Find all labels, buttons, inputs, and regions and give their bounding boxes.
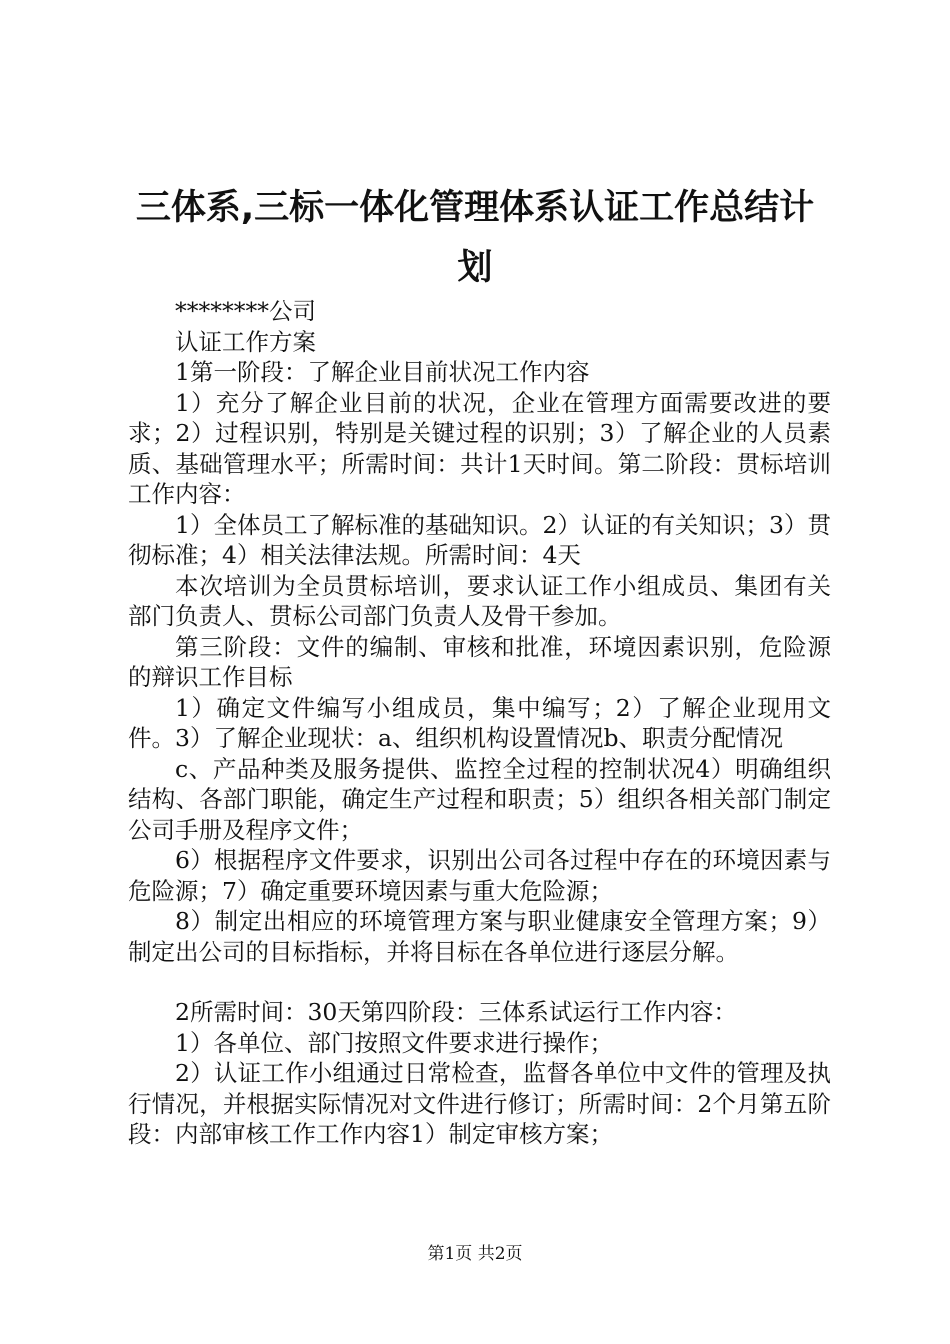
paragraph-stage-3-items-d: 8）制定出相应的环境管理方案与职业健康安全管理方案；9）制定出公司的目标指标，并将目标在各单位进行逐层分解。	[128, 907, 831, 966]
paragraph-stage-2-content: 1）全体员工了解标准的基础知识。2）认证的有关知识；3）贯彻标准；4）相关法律法规。所需时间：4天	[128, 510, 831, 569]
document-title: 三体系,三标一体化管理体系认证工作总结计划	[135, 188, 815, 288]
paragraph-stage-4-item-2: 2）认证工作小组通过日常检查，监督各单位中文件的管理及执行情况，并根据实际情况对文件进行修订；所需时间：2个月第五阶段：内部审核工作工作内容1）制定审核方案；	[128, 1059, 831, 1148]
paragraph-company: ********公司	[175, 297, 316, 325]
paragraph-stage-3: 第三阶段：文件的编制、审核和批准，环境因素识别，危险源的辩识工作目标	[128, 632, 831, 691]
paragraph-stage-1-content: 1）充分了解企业目前的状况，企业在管理方面需要改进的要求；2）过程识别，特别是关键过程的识别；3）了解企业的人员素质、基础管理水平；所需时间：共计1天时间。第二阶段：贯标培训工作内容：	[128, 388, 831, 508]
paragraph-stage-4-item-1: 1）各单位、部门按照文件要求进行操作；	[175, 1028, 613, 1057]
paragraph-stage-4: 2所需时间：30天第四阶段：三体系试运行工作内容：	[175, 998, 737, 1026]
paragraph-stage-1: 1第一阶段：了解企业目前状况工作内容	[175, 358, 590, 386]
paragraph-stage-3-items-b: c、产品种类及服务提供、监控全过程的控制状况4）明确组织结构、各部门职能，确定生产过程和职责；5）组织各相关部门制定公司手册及程序文件；	[128, 754, 831, 844]
paragraph-plan-title: 认证工作方案	[175, 327, 316, 356]
paragraph-training: 本次培训为全员贯标培训，要求认证工作小组成员、集团有关部门负责人、贯标公司部门负责人及骨干参加。	[128, 571, 831, 630]
paragraph-stage-3-items-c: 6）根据程序文件要求，识别出公司各过程中存在的环境因素与危险源；7）确定重要环境因素与重大危险源；	[128, 846, 831, 905]
page-footer: 第1页 共2页	[427, 1244, 523, 1264]
paragraph-stage-3-items-a: 1）确定文件编写小组成员，集中编写；2）了解企业现用文件。3）了解企业现状：a、组织机构设置情况b、职责分配情况	[128, 693, 831, 752]
document-body	[128, 296, 831, 1150]
